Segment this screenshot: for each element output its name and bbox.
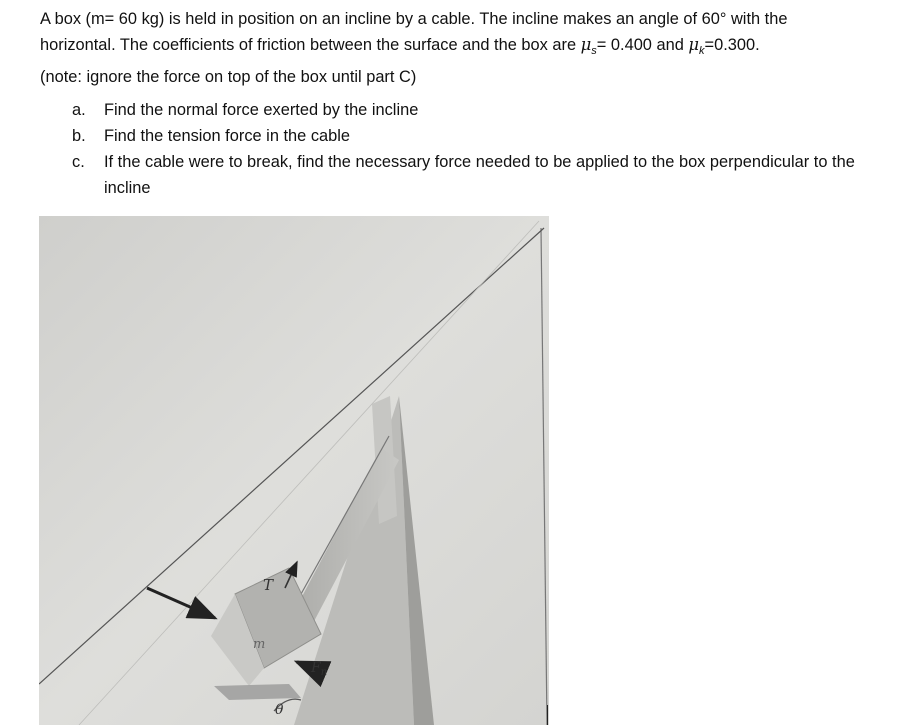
problem-statement bbox=[40, 6, 880, 90]
part-c bbox=[72, 149, 862, 201]
part-a-text: Find the normal force exerted by the incline bbox=[104, 101, 419, 119]
normal-force-subscript: n bbox=[320, 667, 328, 678]
mass-label: m bbox=[253, 637, 266, 652]
part-c-letter: c. bbox=[72, 153, 85, 171]
problem-line-1: A box (m= 60 kg) is held in position on an incline by a cable. The incline makes an angle of 60° with the bbox=[40, 10, 788, 28]
normal-force-letter: F bbox=[311, 660, 321, 676]
part-b bbox=[72, 123, 862, 149]
mu-s-symbol: μ bbox=[580, 35, 592, 54]
problem-line-3: (note: ignore the force on top of the box until part C) bbox=[40, 68, 417, 86]
mu-s-value: = 0.400 and bbox=[596, 36, 689, 54]
mu-s-subscript: s bbox=[591, 45, 597, 57]
angle-label: θ bbox=[275, 702, 284, 718]
part-b-text: Find the tension force in the cable bbox=[104, 127, 351, 145]
mu-k-subscript: k bbox=[699, 45, 705, 57]
floor-shadow bbox=[214, 684, 301, 700]
problem-line-2 bbox=[40, 32, 880, 64]
part-c-text: If the cable were to break, find the necessary force needed to be applied to the box perpendicular to the incline bbox=[104, 153, 855, 197]
part-b-letter: b. bbox=[72, 127, 86, 145]
mu-k-symbol: μ bbox=[688, 35, 700, 54]
text-cursor bbox=[547, 705, 548, 725]
question-parts bbox=[72, 97, 862, 201]
part-a-letter: a. bbox=[72, 101, 86, 119]
mu-k-value: =0.300. bbox=[704, 36, 760, 54]
incline-figure-photo bbox=[39, 216, 549, 725]
part-a bbox=[72, 97, 862, 123]
problem-line-2-text: horizontal. The coefficients of friction between the surface and the box are bbox=[40, 36, 581, 54]
tension-label: T bbox=[263, 576, 274, 594]
